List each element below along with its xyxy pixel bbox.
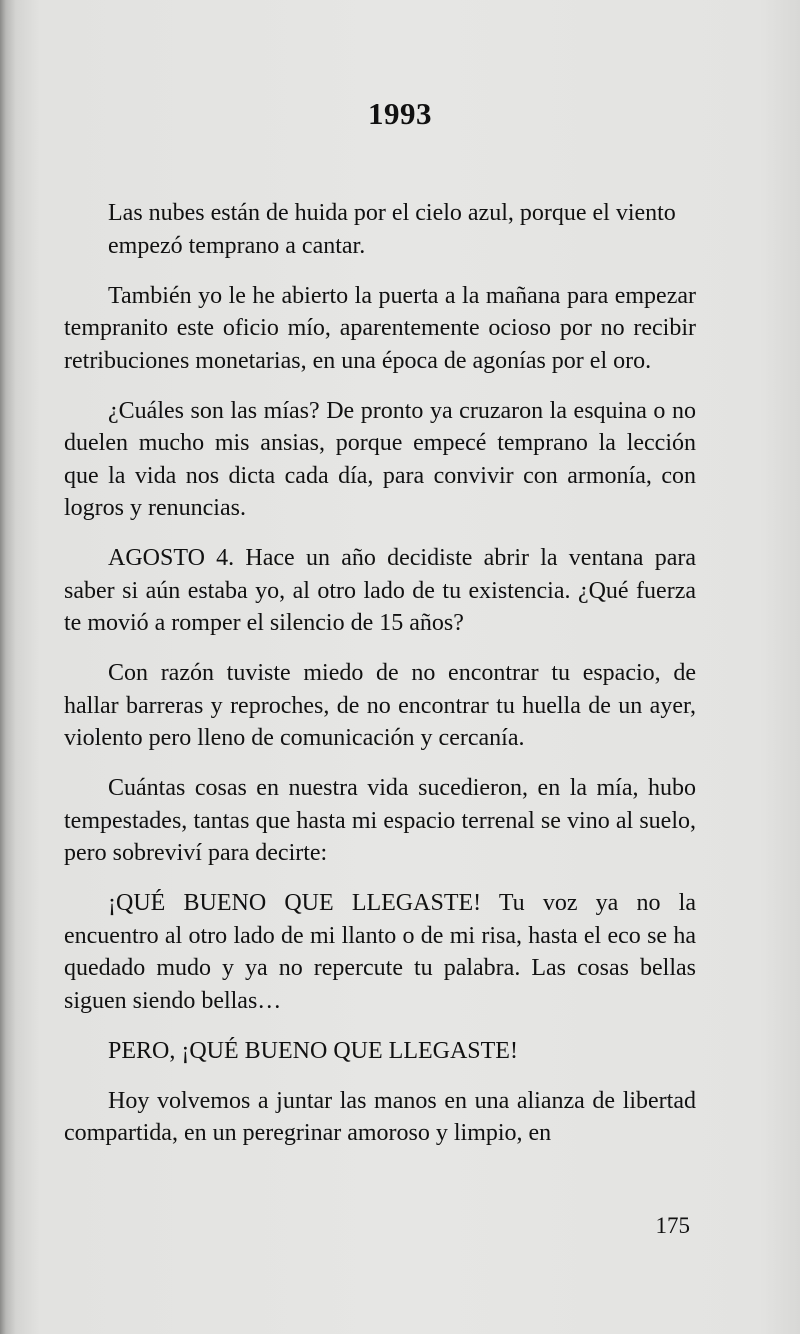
paragraph: PERO, ¡QUÉ BUENO QUE LLEGASTE! [108, 1037, 518, 1064]
paragraph: ¡QUÉ BUENO QUE LLEGASTE! Tu voz ya no la encuentro al otro lado de mi llanto o de mi risa, hasta el eco se ha quedado mudo y ya no repercute tu palabra. Las cosas bellas siguen siendo bellas… [64, 890, 696, 1014]
paragraph: Las nubes están de huida por el cielo azul, porque el viento empezó temprano a cantar. [108, 200, 676, 259]
paragraph: Con razón tuviste miedo de no encontrar tu espacio, de hallar barreras y reproches, de no encontrar tu huella de un ayer, violento pero lleno de comunicación y cercanía. [64, 660, 696, 751]
paragraph: También yo le he abierto la puerta a la mañana para empezar tempranito este oficio mío, aparentemente ocioso por no recibir retribuciones monetarias, en una época de agonías por el oro. [64, 282, 696, 374]
paragraph: Cuántas cosas en nuestra vida sucedieron, en la mía, hubo tempestades, tantas que hasta mi espacio terrenal se vino al suelo, pero sobreviví para decirte: [64, 775, 696, 866]
page-title: 1993 [368, 96, 432, 131]
page-number: 175 [655, 1213, 690, 1238]
paragraph: AGOSTO 4. Hace un año decidiste abrir la ventana para saber si aún estaba yo, al otro lado de tu existencia. ¿Qué fuerza te movió a romper el silencio de 15 años? [64, 545, 696, 636]
paragraph: Hoy volvemos a juntar las manos en una alianza de libertad compartida, en un peregrinar amoroso y limpio, en [64, 1087, 696, 1146]
paragraph: ¿Cuáles son las mías? De pronto ya cruzaron la esquina o no duelen mucho mis ansias, porque empecé temprano la lección que la vida nos dicta cada día, para convivir con armonía, con logros y renuncias. [64, 397, 696, 521]
body-text [64, 197, 696, 1167]
